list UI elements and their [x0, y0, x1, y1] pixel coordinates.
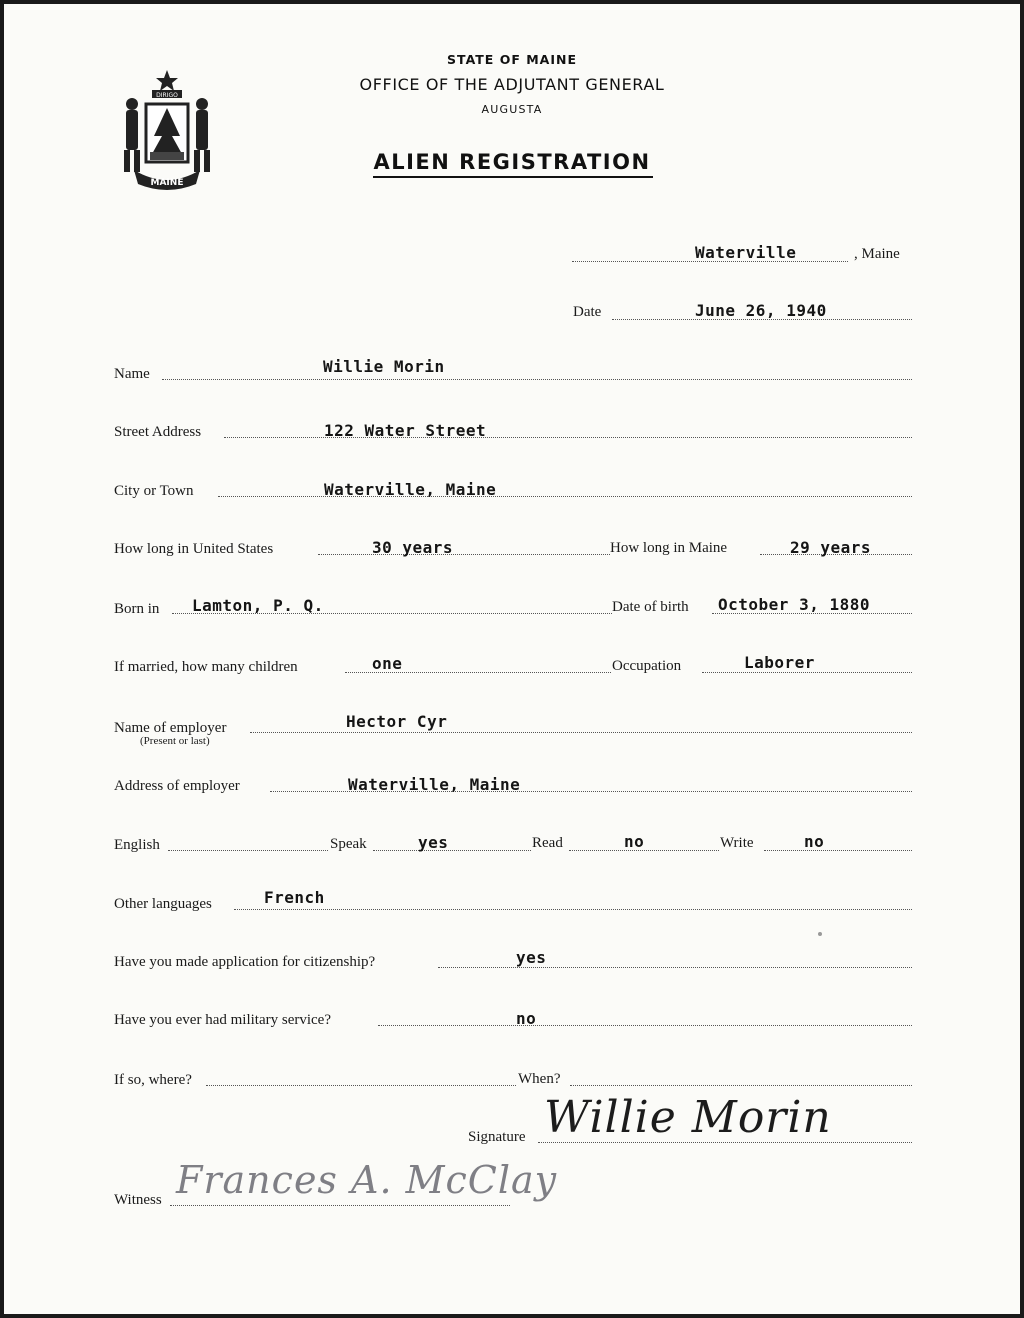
street-label: Street Address [114, 424, 202, 440]
svg-text:MAINE: MAINE [150, 178, 184, 188]
street-value: 122 Water Street [324, 421, 487, 440]
city-label: City or Town [114, 483, 194, 499]
occupation-value: Laborer [744, 653, 815, 672]
write-value: no [804, 832, 825, 851]
other-lang-line [234, 909, 912, 910]
city-value: Waterville, Maine [324, 480, 497, 499]
name-line [162, 379, 912, 380]
occupation-label: Occupation [612, 658, 682, 674]
city-line [218, 496, 912, 497]
read-label: Read [532, 835, 563, 851]
svg-text:DIRIGO: DIRIGO [156, 92, 178, 99]
english-line [168, 850, 328, 851]
military-label: Have you ever had military service? [114, 1012, 331, 1028]
citizenship-label: Have you made application for citizenship? [114, 954, 376, 970]
title-underline [373, 176, 653, 178]
write-line [764, 850, 912, 851]
read-value: no [624, 832, 645, 851]
name-value: Willie Morin [323, 357, 445, 376]
write-label: Write [720, 835, 754, 851]
witness-handwriting: Frances A. McClay [176, 1158, 558, 1202]
signature-label: Signature [468, 1129, 526, 1145]
military-line [378, 1025, 912, 1026]
place-suffix: , Maine [854, 246, 900, 262]
signature-handwriting: Willie Morin [544, 1092, 832, 1143]
witness-line [170, 1205, 510, 1206]
dob-label: Date of birth [612, 599, 689, 615]
born-value: Lamton, P. Q. [192, 596, 324, 615]
employer-addr-value: Waterville, Maine [348, 775, 521, 794]
children-value: one [372, 654, 403, 673]
employer-value: Hector Cyr [346, 712, 448, 731]
other-lang-label: Other languages [114, 896, 212, 912]
state-heading: STATE OF MAINE [447, 52, 577, 67]
paper-speck [818, 932, 822, 936]
citizenship-line [438, 967, 912, 968]
witness-label: Witness [114, 1192, 162, 1208]
speak-label: Speak [330, 836, 367, 852]
children-label: If married, how many children [114, 659, 298, 675]
employer-line [250, 732, 912, 733]
employer-label-text: Name of employer [114, 720, 227, 736]
years-maine-label: How long in Maine [610, 540, 728, 556]
speak-value: yes [418, 833, 449, 852]
speak-line [373, 850, 531, 851]
years-us-line [318, 554, 610, 555]
where-line [206, 1085, 516, 1086]
when-label: When? [518, 1071, 561, 1087]
years-us-value: 30 years [372, 538, 454, 557]
where-label: If so, where? [114, 1072, 192, 1088]
dob-value: October 3, 1880 [718, 595, 870, 614]
years-us-label: How long in United States [114, 541, 274, 557]
employer-sublabel: (Present or last) [140, 735, 210, 747]
employer-label [114, 720, 226, 746]
born-label: Born in [114, 601, 160, 617]
when-line [570, 1085, 912, 1086]
military-value: no [516, 1009, 537, 1028]
place-value: Waterville [695, 243, 797, 262]
citizenship-value: yes [516, 948, 547, 967]
date-value: June 26, 1940 [695, 301, 827, 320]
office-heading: OFFICE OF THE ADJUTANT GENERAL [359, 75, 665, 94]
other-lang-value: French [264, 888, 325, 907]
name-label: Name [114, 366, 150, 382]
employer-addr-label: Address of employer [114, 778, 240, 794]
city-heading: AUGUSTA [481, 103, 543, 116]
years-maine-value: 29 years [790, 538, 872, 557]
form-title: ALIEN REGISTRATION [373, 150, 651, 174]
english-label: English [114, 837, 160, 853]
date-label: Date [573, 304, 602, 320]
occupation-line [702, 672, 912, 673]
